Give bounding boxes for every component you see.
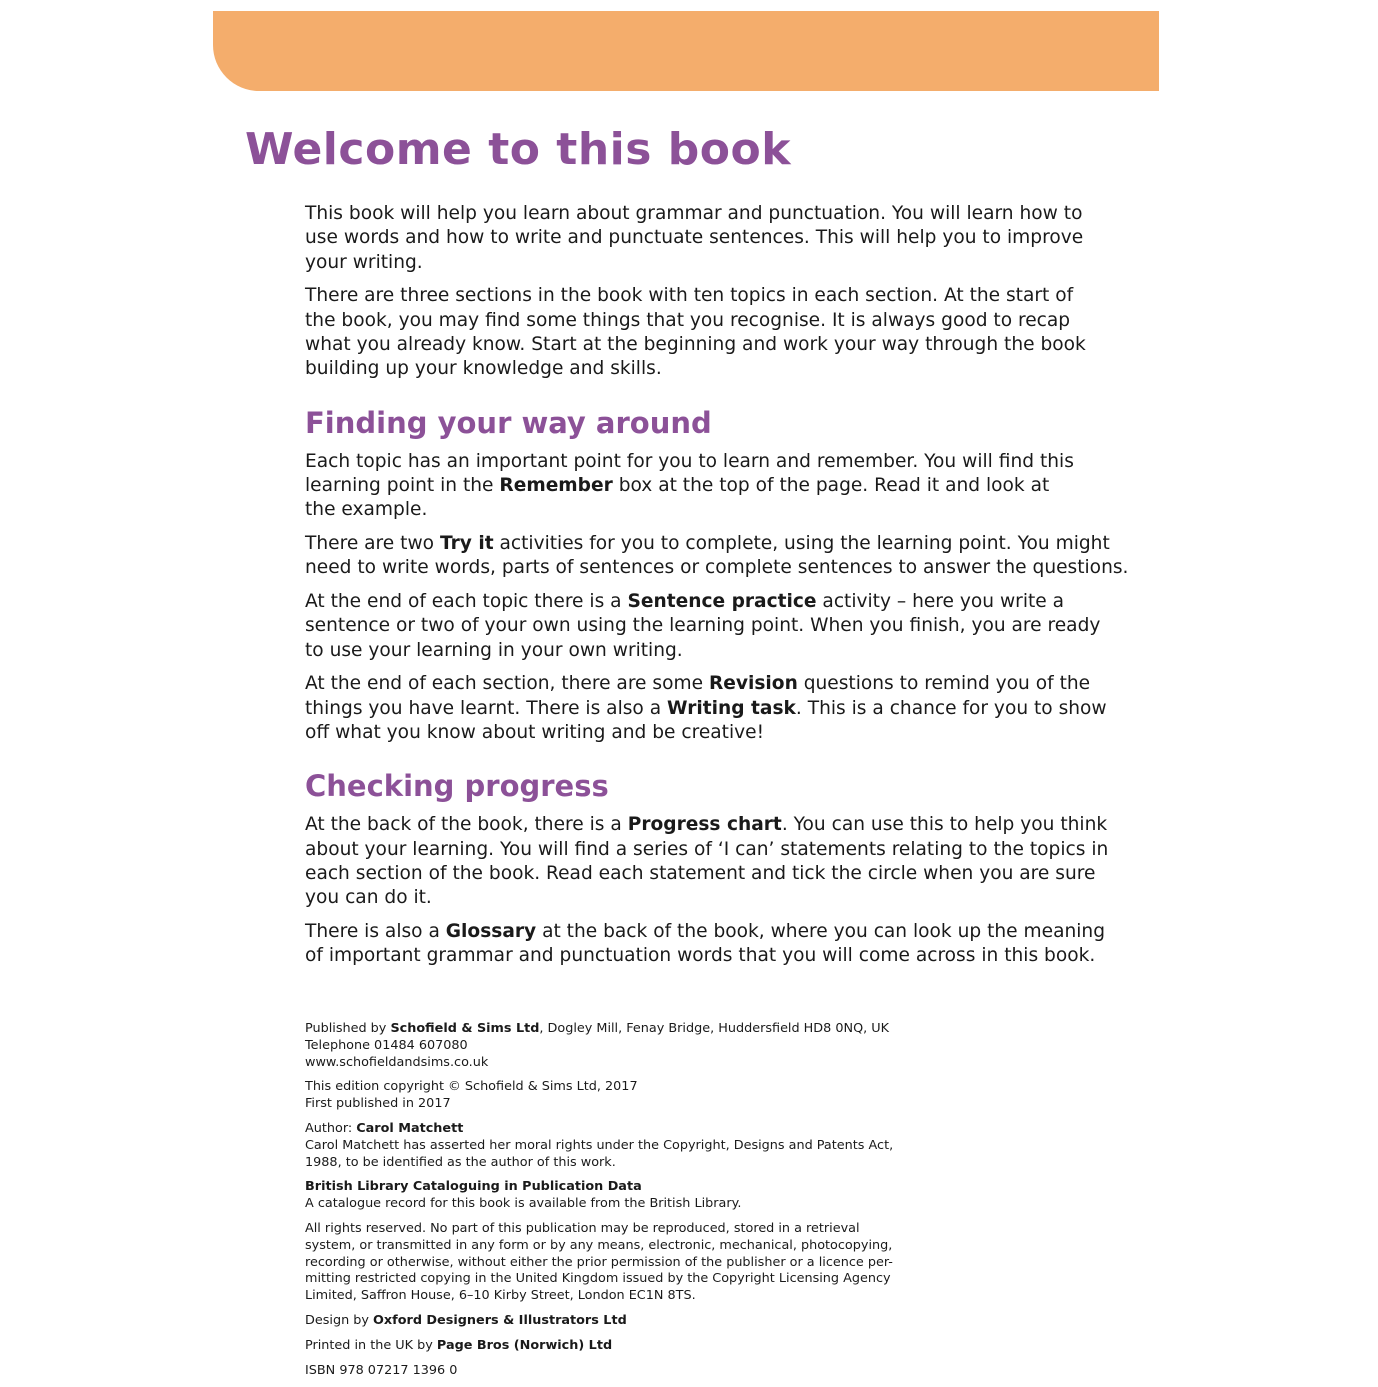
text-fragment: At the end of each section, there are some [305, 673, 709, 695]
text-fragment: questions to remind you of the [797, 673, 1091, 695]
designer-name: Oxford Designers & Illustrators Ltd [373, 1312, 627, 1328]
text-line: First published in 2017 [305, 1096, 451, 1112]
text-line: This edition copyright © Schofield & Sims Ltd, 2017 [305, 1079, 638, 1095]
finding-paragraph-1 [305, 450, 1074, 523]
text-fragment: . This is a chance for you to show [795, 697, 1107, 719]
printer-credit [305, 1338, 885, 1355]
cataloguing-info [305, 1179, 885, 1213]
text-fragment: At the end of each topic there is a [305, 591, 628, 613]
text-line: Limited, Saffron House, 6–10 Kirby Street, London EC1N 8TS. [305, 1288, 696, 1304]
text-line: need to write words, parts of sentences or complete sentences to answer the questions. [305, 557, 1129, 579]
progress-heading: Checking progress [305, 769, 609, 804]
text-line: Carol Matchett has asserted her moral rights under the Copyright, Designs and Patents Act, [305, 1137, 894, 1153]
copyright-info [305, 1079, 885, 1113]
publisher-info [305, 1021, 890, 1071]
text-fragment: things you have learnt. There is also a [305, 697, 668, 719]
finding-heading: Finding your way around [305, 405, 712, 440]
progress-paragraph-2 [305, 920, 1106, 969]
remember-term: Remember [499, 474, 613, 496]
text-line: This book will help you learn about grammar and punctuation. You will learn how to [305, 203, 1083, 224]
text-fragment: box at the top of the page. Read it and look at [612, 474, 1050, 496]
design-credit [305, 1313, 885, 1330]
page-title: Welcome to this book [245, 124, 791, 175]
intro-paragraph-1 [305, 202, 1084, 275]
revision-term: Revision [708, 673, 798, 695]
sentence-practice-term: Sentence practice [627, 591, 817, 613]
text-line: Each topic has an important point for you to learn and remember. You will find this [305, 450, 1074, 472]
text-line: mitting restricted copying in the United Kingdom issued by the Copyright Licensing Agency [305, 1271, 891, 1287]
rights-info [305, 1220, 893, 1305]
text-fragment: at the back of the book, where you can look up the meaning [536, 921, 1106, 943]
text-line: each section of the book. Read each statement and tick the circle when you are sure [305, 862, 1096, 884]
text-line: the book, you may find some things that you recognise. It is always good to recap [305, 309, 1071, 331]
text-fragment: activity – here you write a [816, 591, 1065, 613]
text-fragment: There is also a [305, 921, 446, 943]
progress-chart-term: Progress chart [627, 814, 782, 836]
text-fragment: . You can use this to help you think [781, 814, 1108, 836]
text-line: what you already know. Start at the beginning and work your way through the book [305, 333, 1086, 355]
text-line: 1988, to be identified as the author of this work. [305, 1154, 616, 1170]
publisher-website: www.schofieldandsims.co.uk [305, 1054, 489, 1070]
text-line: you can do it. [305, 887, 432, 909]
text-line: your writing. [305, 251, 423, 273]
glossary-term: Glossary [445, 921, 537, 943]
progress-paragraph-1 [305, 813, 1109, 910]
text-line: A catalogue record for this book is available from the British Library. [305, 1196, 742, 1212]
header-banner [213, 11, 1159, 91]
author-name: Carol Matchett [356, 1120, 464, 1136]
main-content [305, 202, 1129, 978]
intro-paragraph-2 [305, 284, 1086, 381]
text-fragment: Design by [305, 1312, 374, 1328]
text-line: of important grammar and punctuation words that you will come across in this book. [305, 945, 1096, 967]
finding-paragraph-4 [305, 672, 1107, 745]
text-line: system, or transmitted in any form or by any means, electronic, mechanical, photocopying, [305, 1237, 893, 1253]
author-info [305, 1120, 894, 1171]
text-line: sentence or two of your own using the learning point. When you finish, you are ready [305, 615, 1101, 637]
text-fragment: Author: [305, 1120, 357, 1136]
finding-paragraph-3 [305, 590, 1101, 663]
text-line: use words and how to write and punctuate sentences. This will help you to improve [305, 227, 1084, 249]
text-line: to use your learning in your own writing. [305, 639, 683, 661]
imprint-block [305, 1021, 894, 1387]
text-line: building up your knowledge and skills. [305, 358, 662, 380]
text-line: recording or otherwise, without either the prior permission of the publisher or a licence per- [305, 1254, 893, 1270]
text-fragment: Published by [305, 1021, 391, 1036]
isbn: ISBN 978 07217 1396 0 [305, 1362, 458, 1378]
text-line: There are three sections in the book with ten topics in each section. At the start of [305, 285, 1074, 307]
finding-paragraph-2 [305, 532, 1129, 581]
cataloguing-heading: British Library Cataloguing in Publication Data [305, 1179, 642, 1195]
text-line: off what you know about writing and be creative! [305, 722, 765, 744]
text-fragment: Printed in the UK by [305, 1337, 437, 1353]
publisher-phone: Telephone 01484 607080 [305, 1037, 468, 1053]
printer-name: Page Bros (Norwich) Ltd [436, 1337, 613, 1353]
text-line: All rights reserved. No part of this publication may be reproduced, stored in a retrieval [305, 1220, 860, 1236]
publisher-name: Schofield & Sims Ltd [390, 1021, 540, 1036]
text-line: about your learning. You will find a series of ‘I can’ statements relating to the topics in [305, 838, 1109, 860]
text-fragment: At the back of the book, there is a [305, 814, 628, 836]
try-it-term: Try it [439, 532, 494, 554]
text-line: the example. [305, 499, 428, 521]
writing-task-term: Writing task [667, 697, 796, 719]
text-fragment: There are two [305, 532, 440, 554]
text-fragment: learning point in the [305, 474, 500, 496]
publisher-address: , Dogley Mill, Fenay Bridge, Huddersfield HD8 0NQ, UK [539, 1021, 890, 1036]
text-fragment: activities for you to complete, using the learning point. You might [493, 532, 1110, 554]
